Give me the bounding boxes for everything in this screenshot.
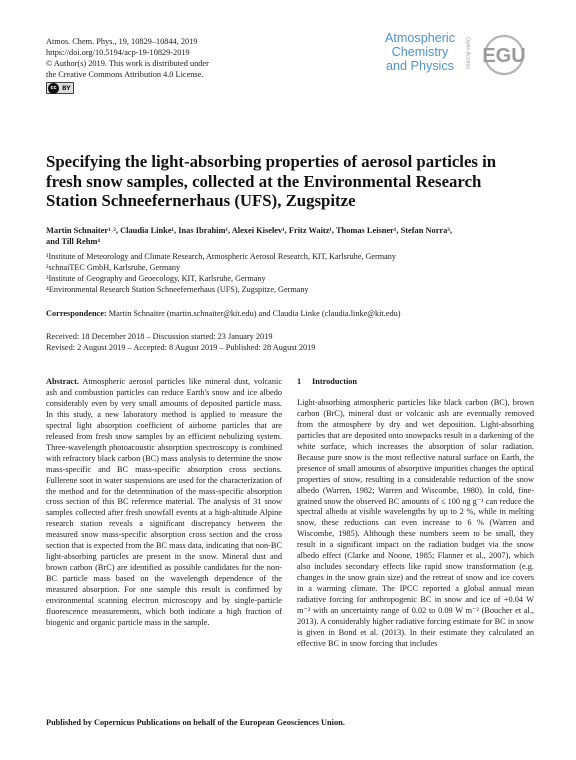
copyright: © Author(s) 2019. This work is distributed under: [46, 59, 209, 68]
section-number: 1: [297, 377, 302, 386]
license: the Creative Commons Attribution 4.0 License.: [46, 70, 204, 79]
brand-line-2: Chemistry: [391, 45, 449, 60]
introduction-text: Light-absorbing atmospheric particles like black carbon (BC), brown carbon (BrC), mineral dust or volcanic ash are eventually removed from the atmosphere by dry and wet deposition. Light-absorbing particles that are deposited onto snowpacks result in a darkening of the white surface, which increases the absorption of solar radiation. Because pure snow is the most reflective natural surface on Earth, the presence of small amounts of absorptive impurities changes the optical properties of snow, resulting in a considerable reduction of the snow albedo (Warren, 1982; Warren and Wiscombe, 1980). In cold, fine-grained snow the observed BC amounts of ≤ 100 ng g⁻¹ can reduce the spectral albedo at visible wavelengths by up to 2 %, while in melting snow, these reductions can even increase to 6 % (Warren and Wiscombe, 1985). Although these numbers seem to be small, they result in a significant impact on the radiation budget via the snow albedo effect (Clarke and Noone, 1985; Flanner et al., 2007), which also includes secondary effects like rapid snow transformation (e.g. changes in the snow grain size) and the retreat of snow and ice covers in a warming climate. The IPCC reported a global annual mean radiative forcing for anthropogenic BC in snow and ice of +0.04 W m⁻² with an uncertainty range of 0.02 to 0.09 W m⁻² (Boucher et al., 2013). A considerably higher radiative forcing estimate for BC in snow is given in Bond et al. (2013). In their estimate they calculated an effective BC in snow forcing that includes: [297, 397, 534, 648]
journal-brand: [380, 31, 460, 74]
correspondence-label: Correspondence:: [46, 309, 107, 318]
affiliation-2: ²schnaiTEC GmbH, Karlsruhe, Germany: [46, 262, 181, 272]
affiliations: [46, 252, 538, 296]
open-access-icon: [463, 31, 473, 75]
egu-logo: [476, 34, 532, 76]
publication-dates: [46, 331, 538, 353]
brand-line-3: and Physics: [386, 59, 454, 74]
by-label: BY: [62, 84, 71, 92]
author-list: [46, 225, 538, 247]
affiliation-1: ¹Institute of Meteorology and Climate Research, Atmospheric Aerosol Research, KIT, Karlsruhe, Germany: [46, 252, 396, 261]
correspondence-text: Martin Schnaiter (martin.schnaiter@kit.edu) and Claudia Linke (claudia.linke@kit.edu): [108, 309, 401, 318]
svg-text:Open Access: Open Access: [464, 37, 471, 69]
citation: Atmos. Chem. Phys., 19, 10829–10844, 2019: [46, 37, 198, 46]
paper-title: Specifying the light-absorbing properties of aerosol particles in fresh snow samples, collected at the Environmental Research Station Schneefernerhaus (UFS), Zugspitze: [46, 152, 497, 211]
introduction-column: [297, 377, 534, 650]
publisher-footer: Published by Copernicus Publications on behalf of the European Geosciences Union.: [46, 718, 345, 727]
brand-line-1: Atmospheric: [385, 31, 455, 45]
doi-link[interactable]: https://doi.org/10.5194/acp-19-10829-2019: [46, 48, 190, 57]
abstract-label: Abstract.: [46, 377, 79, 386]
dates-line-1: Received: 18 December 2018 – Discussion started: 23 January 2019: [46, 332, 273, 341]
journal-meta: [46, 36, 209, 94]
svg-text:EGU: EGU: [482, 45, 526, 67]
author-line-2: and Till Rehm⁴: [46, 237, 100, 246]
creative-commons-by-badge[interactable]: [46, 82, 74, 94]
affiliation-4: ⁴Environmental Research Station Schneefernerhaus (UFS), Zugspitze, Germany: [46, 284, 309, 294]
affiliation-3: ³Institute of Geography and Geoecology, KIT, Karlsruhe, Germany: [46, 273, 266, 283]
dates-line-2: Revised: 2 August 2019 – Accepted: 8 August 2019 – Published: 28 August 2019: [46, 343, 316, 352]
abstract-text: Atmospheric aerosol particles like mineral dust, volcanic ash and combustion particles can reduce Earth's snow and ice albedo considerably even by very small amounts of deposited particle mass. In this study, a new laboratory method is applied to measure the spectral light absorption coefficient of airborne particles that are released from fresh snow samples by an efficient nebulizing system. Three-wavelength photoacoustic absorption spectroscopy is combined with refractory black carbon (BC) mass analysis to determine the snow mass-specific and BC mass-specific absorption cross sections. Fullerene soot in water suspensions are used for the characterization of the method and for the determination of the mass-specific absorption cross section of this BC reference material. The analysis of 31 snow samples collected after fresh snowfall events at a high-altitude Alpine research station reveals a significant discrepancy between the measured snow mass-specific absorption cross section and the cross section that is expected from the BC mass data, indicating that non-BC light-absorbing particles are present in the snow. Mineral dust and brown carbon (BrC) are identified as possible candidates for the non-BC particle mass based on the wavelength dependence of the measured absorption. For one sample this result is confirmed by environmental scanning electron microscopy and by single-particle fluorescence measurements, which both indicate a high fraction of biogenic and organic particle mass in the sample.: [46, 377, 282, 627]
abstract-column: [46, 377, 282, 629]
author-line-1: Martin Schnaiter¹˒², Claudia Linke¹, Inas Ibrahim¹, Alexei Kiselev¹, Fritz Waitz¹, Thomas Leisner¹, Stefan Norra³,: [46, 226, 452, 235]
section-heading: [297, 377, 534, 388]
correspondence: [46, 308, 538, 319]
section-title: Introduction: [312, 377, 358, 386]
cc-icon: cc: [48, 83, 59, 94]
